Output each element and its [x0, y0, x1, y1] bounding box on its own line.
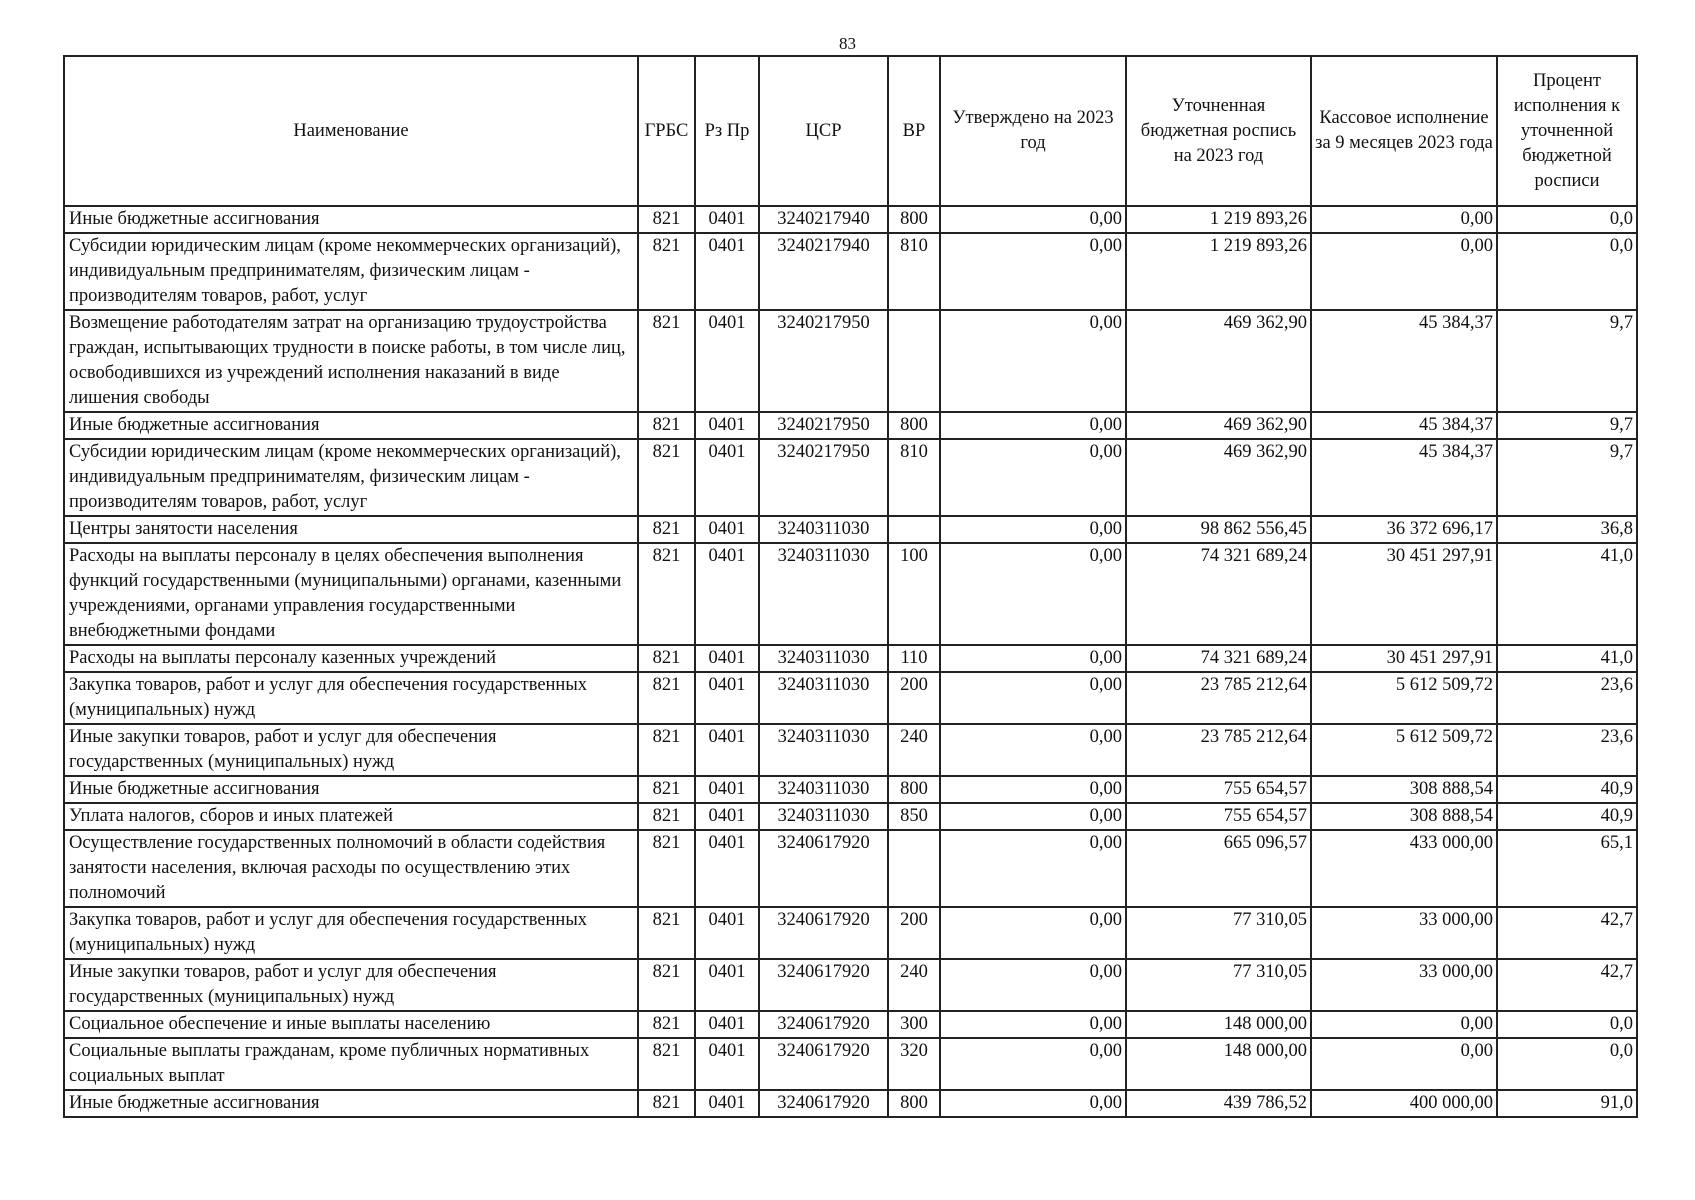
table-body [64, 206, 1637, 1117]
cell-csr: 3240617920 [759, 907, 888, 959]
cell-csr: 3240617920 [759, 1038, 888, 1090]
cell-vr: 240 [888, 959, 940, 1011]
cell-name: Иные бюджетные ассигнования [64, 1090, 638, 1117]
cell-approved: 0,00 [940, 412, 1126, 439]
cell-vr: 320 [888, 1038, 940, 1090]
cell-percent: 42,7 [1497, 959, 1637, 1011]
cell-approved: 0,00 [940, 543, 1126, 645]
cell-csr: 3240217950 [759, 412, 888, 439]
cell-name: Субсидии юридическим лицам (кроме некоммерческих организаций), индивидуальным предпринимателям, физическим лицам - производителям товаров, работ, услуг [64, 439, 638, 516]
cell-rzpr: 0401 [695, 724, 759, 776]
cell-grbs: 821 [638, 1090, 695, 1117]
cell-approved: 0,00 [940, 310, 1126, 412]
cell-name: Центры занятости населения [64, 516, 638, 543]
cell-rzpr: 0401 [695, 233, 759, 310]
cell-refined: 74 321 689,24 [1126, 543, 1311, 645]
cell-name: Возмещение работодателям затрат на организацию трудоустройства граждан, испытывающих трудности в поиске работы, в том числе лиц, освободившихся из учреждений исполнения наказаний в виде лишения свободы [64, 310, 638, 412]
table-row [64, 1011, 1637, 1038]
cell-rzpr: 0401 [695, 1011, 759, 1038]
table-row [64, 830, 1637, 907]
cell-rzpr: 0401 [695, 672, 759, 724]
cell-csr: 3240311030 [759, 543, 888, 645]
table-row [64, 206, 1637, 233]
cell-cash: 45 384,37 [1311, 439, 1497, 516]
cell-rzpr: 0401 [695, 959, 759, 1011]
cell-percent: 0,0 [1497, 1038, 1637, 1090]
cell-cash: 45 384,37 [1311, 412, 1497, 439]
cell-cash: 30 451 297,91 [1311, 543, 1497, 645]
cell-refined: 755 654,57 [1126, 776, 1311, 803]
cell-refined: 98 862 556,45 [1126, 516, 1311, 543]
cell-approved: 0,00 [940, 724, 1126, 776]
cell-cash: 308 888,54 [1311, 803, 1497, 830]
cell-vr: 800 [888, 206, 940, 233]
cell-approved: 0,00 [940, 206, 1126, 233]
cell-rzpr: 0401 [695, 439, 759, 516]
cell-grbs: 821 [638, 959, 695, 1011]
cell-vr: 240 [888, 724, 940, 776]
budget-table [63, 55, 1638, 1118]
cell-cash: 5 612 509,72 [1311, 672, 1497, 724]
cell-approved: 0,00 [940, 907, 1126, 959]
cell-grbs: 821 [638, 516, 695, 543]
cell-vr: 810 [888, 439, 940, 516]
cell-approved: 0,00 [940, 439, 1126, 516]
cell-vr [888, 830, 940, 907]
cell-name: Закупка товаров, работ и услуг для обеспечения государственных (муниципальных) нужд [64, 672, 638, 724]
cell-percent: 42,7 [1497, 907, 1637, 959]
cell-vr: 850 [888, 803, 940, 830]
table-row [64, 1038, 1637, 1090]
table-row [64, 907, 1637, 959]
table-row [64, 412, 1637, 439]
cell-cash: 0,00 [1311, 206, 1497, 233]
cell-rzpr: 0401 [695, 412, 759, 439]
header-grbs: ГРБС [638, 56, 695, 206]
cell-vr [888, 516, 940, 543]
cell-grbs: 821 [638, 645, 695, 672]
cell-percent: 0,0 [1497, 1011, 1637, 1038]
header-approved: Утверждено на 2023 год [940, 56, 1126, 206]
cell-name: Расходы на выплаты персоналу в целях обеспечения выполнения функций государственными (муниципальными) органами, казенными учреждениями, органами управления государственными внебюджетными фондами [64, 543, 638, 645]
cell-csr: 3240217950 [759, 310, 888, 412]
cell-refined: 74 321 689,24 [1126, 645, 1311, 672]
cell-approved: 0,00 [940, 776, 1126, 803]
table-row [64, 439, 1637, 516]
cell-percent: 40,9 [1497, 776, 1637, 803]
cell-name: Социальное обеспечение и иные выплаты населению [64, 1011, 638, 1038]
cell-percent: 36,8 [1497, 516, 1637, 543]
cell-cash: 0,00 [1311, 1038, 1497, 1090]
cell-approved: 0,00 [940, 959, 1126, 1011]
cell-name: Расходы на выплаты персоналу казенных учреждений [64, 645, 638, 672]
cell-csr: 3240217940 [759, 206, 888, 233]
cell-vr: 200 [888, 907, 940, 959]
cell-refined: 77 310,05 [1126, 959, 1311, 1011]
cell-csr: 3240311030 [759, 516, 888, 543]
table-header-row [64, 56, 1637, 206]
header-percent: Процент исполнения к уточненной бюджетной росписи [1497, 56, 1637, 206]
cell-percent: 91,0 [1497, 1090, 1637, 1117]
cell-name: Социальные выплаты гражданам, кроме публичных нормативных социальных выплат [64, 1038, 638, 1090]
cell-grbs: 821 [638, 206, 695, 233]
cell-cash: 30 451 297,91 [1311, 645, 1497, 672]
cell-name: Осуществление государственных полномочий в области содействия занятости населения, включая расходы по осуществлению этих полномочий [64, 830, 638, 907]
cell-csr: 3240217950 [759, 439, 888, 516]
cell-rzpr: 0401 [695, 830, 759, 907]
cell-name: Субсидии юридическим лицам (кроме некоммерческих организаций), индивидуальным предпринимателям, физическим лицам - производителям товаров, работ, услуг [64, 233, 638, 310]
cell-approved: 0,00 [940, 1038, 1126, 1090]
cell-rzpr: 0401 [695, 907, 759, 959]
cell-vr: 200 [888, 672, 940, 724]
cell-refined: 23 785 212,64 [1126, 672, 1311, 724]
cell-vr: 800 [888, 776, 940, 803]
cell-rzpr: 0401 [695, 1038, 759, 1090]
cell-approved: 0,00 [940, 233, 1126, 310]
cell-vr: 800 [888, 412, 940, 439]
cell-vr: 100 [888, 543, 940, 645]
cell-percent: 0,0 [1497, 233, 1637, 310]
cell-cash: 308 888,54 [1311, 776, 1497, 803]
cell-csr: 3240311030 [759, 645, 888, 672]
cell-name: Иные бюджетные ассигнования [64, 776, 638, 803]
cell-cash: 400 000,00 [1311, 1090, 1497, 1117]
header-refined: Уточненная бюджетная роспись на 2023 год [1126, 56, 1311, 206]
cell-refined: 755 654,57 [1126, 803, 1311, 830]
cell-refined: 439 786,52 [1126, 1090, 1311, 1117]
cell-approved: 0,00 [940, 1011, 1126, 1038]
header-csr: ЦСР [759, 56, 888, 206]
cell-csr: 3240617920 [759, 959, 888, 1011]
cell-grbs: 821 [638, 439, 695, 516]
cell-approved: 0,00 [940, 645, 1126, 672]
cell-refined: 1 219 893,26 [1126, 206, 1311, 233]
cell-name: Иные бюджетные ассигнования [64, 206, 638, 233]
cell-csr: 3240311030 [759, 724, 888, 776]
table-row [64, 516, 1637, 543]
cell-approved: 0,00 [940, 803, 1126, 830]
cell-vr: 810 [888, 233, 940, 310]
cell-refined: 469 362,90 [1126, 439, 1311, 516]
cell-grbs: 821 [638, 803, 695, 830]
cell-cash: 36 372 696,17 [1311, 516, 1497, 543]
cell-rzpr: 0401 [695, 543, 759, 645]
table-row [64, 310, 1637, 412]
cell-cash: 5 612 509,72 [1311, 724, 1497, 776]
cell-grbs: 821 [638, 672, 695, 724]
cell-percent: 9,7 [1497, 310, 1637, 412]
cell-refined: 469 362,90 [1126, 310, 1311, 412]
cell-vr: 800 [888, 1090, 940, 1117]
cell-name: Иные закупки товаров, работ и услуг для обеспечения государственных (муниципальных) нужд [64, 959, 638, 1011]
cell-grbs: 821 [638, 233, 695, 310]
table-row [64, 803, 1637, 830]
cell-approved: 0,00 [940, 672, 1126, 724]
table-row [64, 233, 1637, 310]
table-row [64, 724, 1637, 776]
cell-name: Закупка товаров, работ и услуг для обеспечения государственных (муниципальных) нужд [64, 907, 638, 959]
cell-name: Иные бюджетные ассигнования [64, 412, 638, 439]
cell-refined: 469 362,90 [1126, 412, 1311, 439]
table-row [64, 776, 1637, 803]
cell-refined: 148 000,00 [1126, 1038, 1311, 1090]
cell-cash: 33 000,00 [1311, 959, 1497, 1011]
cell-vr [888, 310, 940, 412]
cell-cash: 433 000,00 [1311, 830, 1497, 907]
cell-csr: 3240311030 [759, 672, 888, 724]
cell-percent: 40,9 [1497, 803, 1637, 830]
cell-percent: 65,1 [1497, 830, 1637, 907]
cell-refined: 77 310,05 [1126, 907, 1311, 959]
cell-csr: 3240617920 [759, 1090, 888, 1117]
cell-refined: 148 000,00 [1126, 1011, 1311, 1038]
cell-rzpr: 0401 [695, 803, 759, 830]
cell-rzpr: 0401 [695, 310, 759, 412]
cell-percent: 41,0 [1497, 543, 1637, 645]
header-name: Наименование [64, 56, 638, 206]
budget-table-container [63, 55, 1636, 1118]
cell-refined: 23 785 212,64 [1126, 724, 1311, 776]
cell-grbs: 821 [638, 310, 695, 412]
cell-grbs: 821 [638, 830, 695, 907]
cell-name: Иные закупки товаров, работ и услуг для обеспечения государственных (муниципальных) нужд [64, 724, 638, 776]
cell-grbs: 821 [638, 412, 695, 439]
cell-csr: 3240617920 [759, 830, 888, 907]
table-row [64, 672, 1637, 724]
table-row [64, 1090, 1637, 1117]
table-row [64, 645, 1637, 672]
cell-vr: 300 [888, 1011, 940, 1038]
cell-rzpr: 0401 [695, 776, 759, 803]
cell-grbs: 821 [638, 1011, 695, 1038]
cell-rzpr: 0401 [695, 516, 759, 543]
cell-grbs: 821 [638, 776, 695, 803]
cell-percent: 9,7 [1497, 439, 1637, 516]
header-cash: Кассовое исполнение за 9 месяцев 2023 года [1311, 56, 1497, 206]
cell-rzpr: 0401 [695, 206, 759, 233]
cell-percent: 41,0 [1497, 645, 1637, 672]
cell-approved: 0,00 [940, 1090, 1126, 1117]
cell-cash: 45 384,37 [1311, 310, 1497, 412]
cell-grbs: 821 [638, 1038, 695, 1090]
cell-approved: 0,00 [940, 516, 1126, 543]
cell-cash: 0,00 [1311, 1011, 1497, 1038]
table-row [64, 543, 1637, 645]
header-rzpr: Рз Пр [695, 56, 759, 206]
header-vr: ВР [888, 56, 940, 206]
cell-refined: 665 096,57 [1126, 830, 1311, 907]
cell-refined: 1 219 893,26 [1126, 233, 1311, 310]
cell-vr: 110 [888, 645, 940, 672]
page-number: 83 [839, 34, 856, 53]
cell-csr: 3240617920 [759, 1011, 888, 1038]
cell-csr: 3240217940 [759, 233, 888, 310]
cell-cash: 0,00 [1311, 233, 1497, 310]
table-row [64, 959, 1637, 1011]
cell-name: Уплата налогов, сборов и иных платежей [64, 803, 638, 830]
cell-rzpr: 0401 [695, 645, 759, 672]
cell-grbs: 821 [638, 907, 695, 959]
cell-percent: 23,6 [1497, 724, 1637, 776]
cell-percent: 0,0 [1497, 206, 1637, 233]
cell-percent: 23,6 [1497, 672, 1637, 724]
cell-percent: 9,7 [1497, 412, 1637, 439]
cell-csr: 3240311030 [759, 803, 888, 830]
cell-grbs: 821 [638, 543, 695, 645]
cell-approved: 0,00 [940, 830, 1126, 907]
cell-rzpr: 0401 [695, 1090, 759, 1117]
cell-csr: 3240311030 [759, 776, 888, 803]
cell-grbs: 821 [638, 724, 695, 776]
cell-cash: 33 000,00 [1311, 907, 1497, 959]
